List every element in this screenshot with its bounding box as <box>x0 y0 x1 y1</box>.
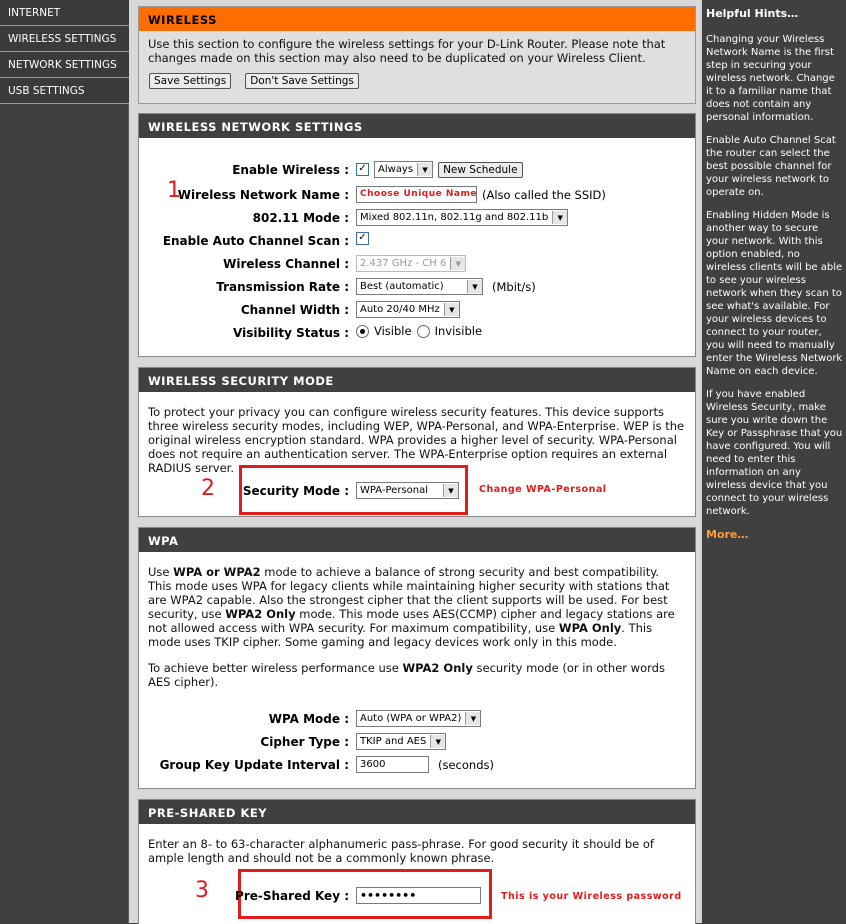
hints-title: Helpful Hints… <box>706 7 799 20</box>
network-name-row <box>139 185 695 205</box>
hint-paragraph: Enabling Hidden Mode is another way to secure your network. With this option enabled, no wireless clients will be able to see your wireless network when they scan to see what's available. For your wireless devices to connect to your router, you will need to manually enter the Wireless Network Name on each device. <box>706 210 843 377</box>
auto-channel-label: Enable Auto Channel Scan : <box>162 234 349 248</box>
visibility-row <box>139 323 695 343</box>
cipher-type-label: Cipher Type : <box>260 735 349 749</box>
channel-width-label: Channel Width : <box>240 303 349 317</box>
wpa-mode-label: WPA Mode : <box>268 712 349 726</box>
wireless-intro: Use this section to configure the wireless settings for your D-Link Router. Please note that changes made on this section may also need to be duplicated on your Wireless Client. <box>148 37 666 65</box>
chevron-down-icon: ▼ <box>467 280 482 293</box>
schedule-select[interactable] <box>374 161 433 178</box>
left-navigation <box>0 0 129 923</box>
mode-row <box>139 208 695 228</box>
invisible-radio[interactable] <box>417 325 430 338</box>
annotation-number-2: 2 <box>201 476 215 501</box>
chevron-down-icon: ▼ <box>444 303 459 316</box>
annotation-note-2: Change WPA-Personal <box>479 484 607 495</box>
chevron-down-icon: ▼ <box>417 163 432 176</box>
nav-item-wireless-settings[interactable]: WIRELESS SETTINGS <box>0 26 129 52</box>
network-name-label: Wireless Network Name : <box>177 188 349 202</box>
nav-item-usb-settings[interactable]: USB SETTINGS <box>0 78 129 104</box>
chevron-down-icon: ▼ <box>552 211 567 224</box>
security-section-title: WIRELESS SECURITY MODE <box>139 368 695 392</box>
hint-paragraph: Changing your Wireless Network Name is the first step in securing your wireless network. Change it to a familiar name that does not contain any personal information. <box>706 34 835 123</box>
rate-value: Best (automatic) <box>360 281 444 292</box>
pre-shared-key-section <box>138 799 696 924</box>
cipher-type-row <box>139 732 695 752</box>
wireless-network-settings-section <box>138 113 696 357</box>
security-mode-value: WPA-Personal <box>360 485 429 496</box>
group-key-interval-input[interactable]: 3600 <box>356 756 429 773</box>
more-link[interactable]: More… <box>706 528 749 541</box>
channel-width-select[interactable] <box>356 301 460 318</box>
rate-unit: (Mbit/s) <box>492 279 536 294</box>
security-mode-label: Security Mode : <box>242 484 349 498</box>
chevron-down-icon: ▼ <box>465 712 480 725</box>
invisible-label: Invisible <box>434 324 483 338</box>
hint-paragraph: Enable Auto Channel Scat the router can select the best possible channel for your wireless network to operate on. <box>706 135 836 198</box>
mode-select[interactable] <box>356 209 568 226</box>
channel-value: 2.437 GHz - CH 6 <box>360 258 447 269</box>
psk-section-title: PRE-SHARED KEY <box>139 800 695 824</box>
visibility-label: Visibility Status : <box>233 326 349 340</box>
psk-intro: Enter an 8- to 63-character alphanumeric pass-phrase. For good security it should be of ample length and should not be a commonly known phrase. <box>148 837 654 865</box>
channel-select[interactable] <box>356 255 466 272</box>
main-content <box>132 0 701 923</box>
nav-filler <box>0 104 129 924</box>
visible-label: Visible <box>374 324 412 338</box>
wpa-mode-row <box>139 709 695 729</box>
chevron-down-icon: ▼ <box>443 484 458 497</box>
group-key-interval-label: Group Key Update Interval : <box>159 758 349 772</box>
annotation-note-3: This is your Wireless password <box>501 891 682 902</box>
psk-input[interactable]: •••••••• <box>356 887 481 904</box>
schedule-value: Always <box>378 164 414 175</box>
wpa-description: Use WPA or WPA2 mode to achieve a balance of strong security and best compatibility. This mode uses WPA for legacy clients while maintaining higher security with stations that are WPA2 capable. Also the strongest cipher that the client supports will be used. For best security, use WPA2 Only mode. This mode uses AES(CCMP) cipher and legacy stations are not allowed access with WPA security. For maximum compatibility, use WPA Only. This mode uses TKIP cipher. Some gaming and legacy devices work only in this mode. <box>148 565 675 649</box>
wpa-performance-note: To achieve better wireless performance use WPA2 Only security mode (or in other words AES cipher). <box>148 661 665 689</box>
security-mode-row <box>139 481 695 501</box>
enable-wireless-label: Enable Wireless : <box>232 163 349 177</box>
group-key-interval-row <box>139 755 695 775</box>
enable-wireless-row <box>139 160 695 180</box>
group-key-interval-unit: (seconds) <box>438 757 494 772</box>
enable-wireless-checkbox[interactable]: ✓ <box>356 163 369 176</box>
auto-channel-row <box>139 231 695 251</box>
wireless-security-mode-section <box>138 367 696 517</box>
network-section-title: WIRELESS NETWORK SETTINGS <box>139 114 695 138</box>
wireless-section <box>138 6 696 104</box>
nav-item-network-settings[interactable]: NETWORK SETTINGS <box>0 52 129 78</box>
annotation-number-1: 1 <box>167 178 181 203</box>
security-mode-select[interactable] <box>356 482 459 499</box>
new-schedule-button[interactable]: New Schedule <box>438 162 523 178</box>
annotation-number-3: 3 <box>195 878 209 903</box>
chevron-down-icon: ▼ <box>450 257 465 270</box>
visible-radio[interactable] <box>356 325 369 338</box>
rate-row <box>139 277 695 297</box>
dont-save-settings-button[interactable]: Don't Save Settings <box>245 73 359 89</box>
channel-width-row <box>139 300 695 320</box>
helpful-hints-panel <box>701 0 846 923</box>
hint-paragraph: If you have enabled Wireless Security, make sure you write down the Key or Passphrase that you have configured. You will need to enter this information on any wireless device that you connect to your wireless network. <box>706 389 843 517</box>
wpa-section-title: WPA <box>139 528 695 552</box>
nav-item-internet[interactable]: INTERNET <box>0 0 129 26</box>
channel-label: Wireless Channel : <box>223 257 349 271</box>
wireless-section-title: WIRELESS <box>139 7 695 31</box>
wpa-mode-select[interactable] <box>356 710 481 727</box>
psk-label: Pre-Shared Key : <box>235 889 349 903</box>
mode-value: Mixed 802.11n, 802.11g and 802.11b <box>360 212 549 223</box>
network-name-input[interactable]: Choose Unique Name <box>356 186 477 203</box>
cipher-type-value: TKIP and AES <box>360 736 427 747</box>
security-intro: To protect your privacy you can configure wireless security features. This device supports three wireless security modes, including WEP, WPA-Personal, and WPA-Enterprise. WEP is the original wireless encryption standard. WPA provides a higher level of security. WPA-Personal does not require an authentication server. The WPA-Enterprise option requires an external RADIUS server. <box>148 405 685 475</box>
cipher-type-select[interactable] <box>356 733 446 750</box>
wpa-mode-value: Auto (WPA or WPA2) <box>360 713 462 724</box>
rate-select[interactable] <box>356 278 483 295</box>
mode-label: 802.11 Mode : <box>252 211 349 225</box>
save-settings-button[interactable]: Save Settings <box>149 73 231 89</box>
rate-label: Transmission Rate : <box>216 280 349 294</box>
ssid-note: (Also called the SSID) <box>482 187 606 202</box>
wpa-section <box>138 527 696 789</box>
channel-row <box>139 254 695 274</box>
chevron-down-icon: ▼ <box>430 735 445 748</box>
auto-channel-checkbox[interactable]: ✓ <box>356 232 369 245</box>
channel-width-value: Auto 20/40 MHz <box>360 304 440 315</box>
